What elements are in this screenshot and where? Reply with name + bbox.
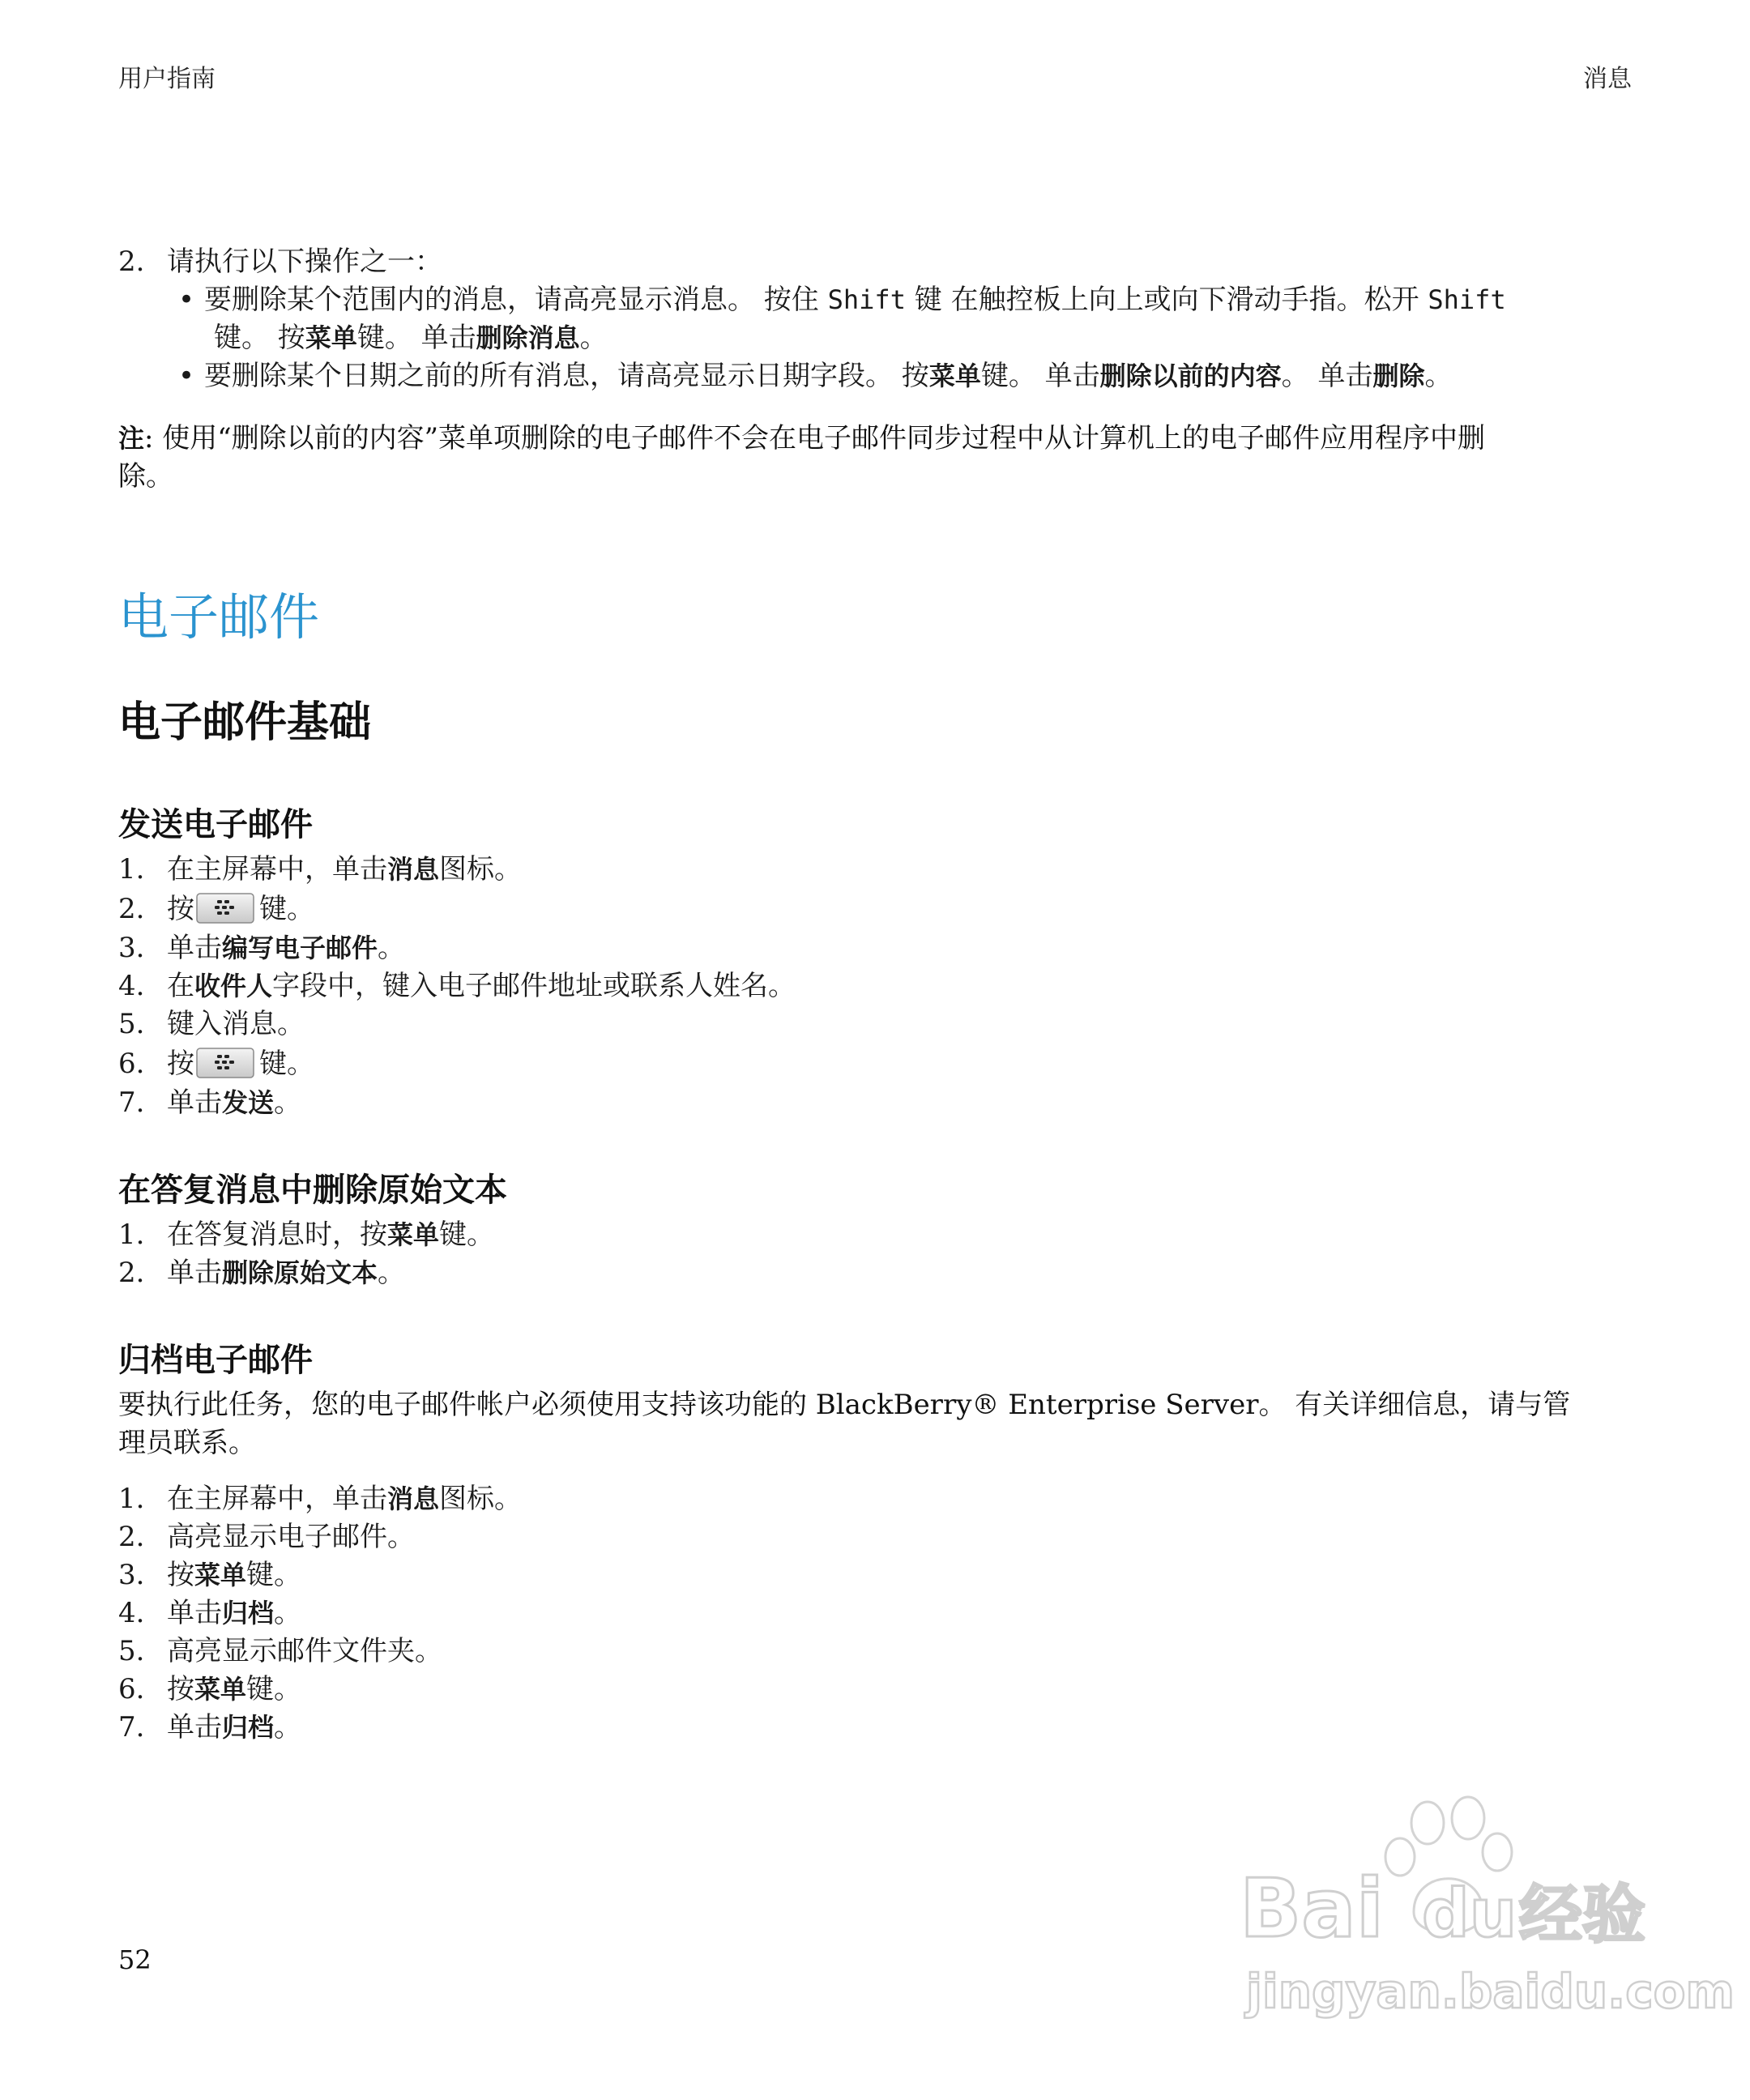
list-item: 2. 高亮显示电子邮件。	[118, 1521, 415, 1553]
list-item: 1. 在答复消息时，按菜单键。	[118, 1219, 495, 1251]
watermark-brand: Bai	[1240, 1861, 1384, 1956]
page-content	[118, 243, 1633, 1747]
paw-toe-icon	[1385, 1838, 1415, 1876]
header-guide-title: 用户指南	[118, 65, 216, 93]
paw-toe-icon	[1411, 1802, 1444, 1844]
list-item: 5. 高亮显示邮件文件夹。	[118, 1635, 442, 1667]
baidu-jingyan-watermark	[1240, 1791, 1735, 2042]
list-item: 2. 单击删除原始文本。	[118, 1257, 406, 1289]
bullet-icon: •	[177, 360, 195, 392]
list-item: 4. 在收件人字段中，键入电子邮件地址或联系人姓名。	[118, 970, 796, 1002]
list-item: 3. 单击编写电子邮件。	[118, 932, 406, 964]
blackberry-menu-key-icon	[196, 1048, 254, 1078]
list-item: 3. 按菜单键。	[118, 1559, 302, 1591]
topic-title-remove-original-text: 在答复消息中删除原始文本	[118, 1172, 507, 1209]
header-section-title: 消息	[1583, 65, 1632, 93]
archive-intro: 要执行此任务，您的电子邮件帐户必须使用支持该功能的 BlackBerry® Enterprise Server。 有关详细信息，请与管 理员联系。	[118, 1389, 1571, 1459]
note-block: 注: 使用“删除以前的内容”菜单项删除的电子邮件不会在电子邮件同步过程中从计算机上的电子邮件应用程序中删 除。	[118, 422, 1486, 493]
list-item: 2. 按 键。	[118, 893, 314, 925]
subsection-title: 电子邮件基础	[118, 698, 372, 747]
note-label: 注	[118, 423, 145, 454]
topic-title-send-email: 发送电子邮件	[118, 806, 313, 843]
watermark-brand-cn: 经验	[1519, 1879, 1646, 1952]
section-title: 电子邮件	[118, 587, 320, 647]
list-item: 4. 单击归档。	[118, 1597, 302, 1629]
list-item: 1. 在主屏幕中，单击消息图标。	[118, 1483, 523, 1515]
list-item: 7. 单击发送。	[118, 1086, 302, 1119]
list-item: 2. 请执行以下操作之一：	[118, 245, 442, 278]
list-item: 6. 按菜单键。	[118, 1673, 302, 1705]
watermark-url: jingyan.baidu.com	[1246, 1964, 1735, 2019]
list-item: 6. 按 键。	[118, 1048, 314, 1080]
paw-toe-icon	[1483, 1833, 1512, 1871]
topic-title-archive-email: 归档电子邮件	[118, 1342, 313, 1379]
bullet-item: • 要删除某个范围内的消息，请高亮显示消息。 按住 Shift 键 在触控板上向上或向下滑动手指。松开 Shift	[118, 281, 1633, 319]
page-number: 52	[118, 1944, 152, 1975]
blackberry-menu-key-icon	[196, 893, 254, 924]
bullet-item: • 要删除某个日期之前的所有消息，请高亮显示日期字段。 按菜单键。 单击删除以前的内容。 单击删除。	[118, 357, 1633, 395]
list-item: 5. 键入消息。	[118, 1008, 305, 1040]
paw-toe-icon	[1452, 1797, 1484, 1839]
list-item: 1. 在主屏幕中，单击消息图标。	[118, 853, 523, 886]
bullet-icon: •	[177, 284, 195, 316]
list-item: 7. 单击归档。	[118, 1711, 302, 1744]
watermark-brand-du: du	[1422, 1876, 1517, 1953]
bullet-item-continuation: 键。 按菜单键。 单击删除消息。	[214, 322, 608, 354]
